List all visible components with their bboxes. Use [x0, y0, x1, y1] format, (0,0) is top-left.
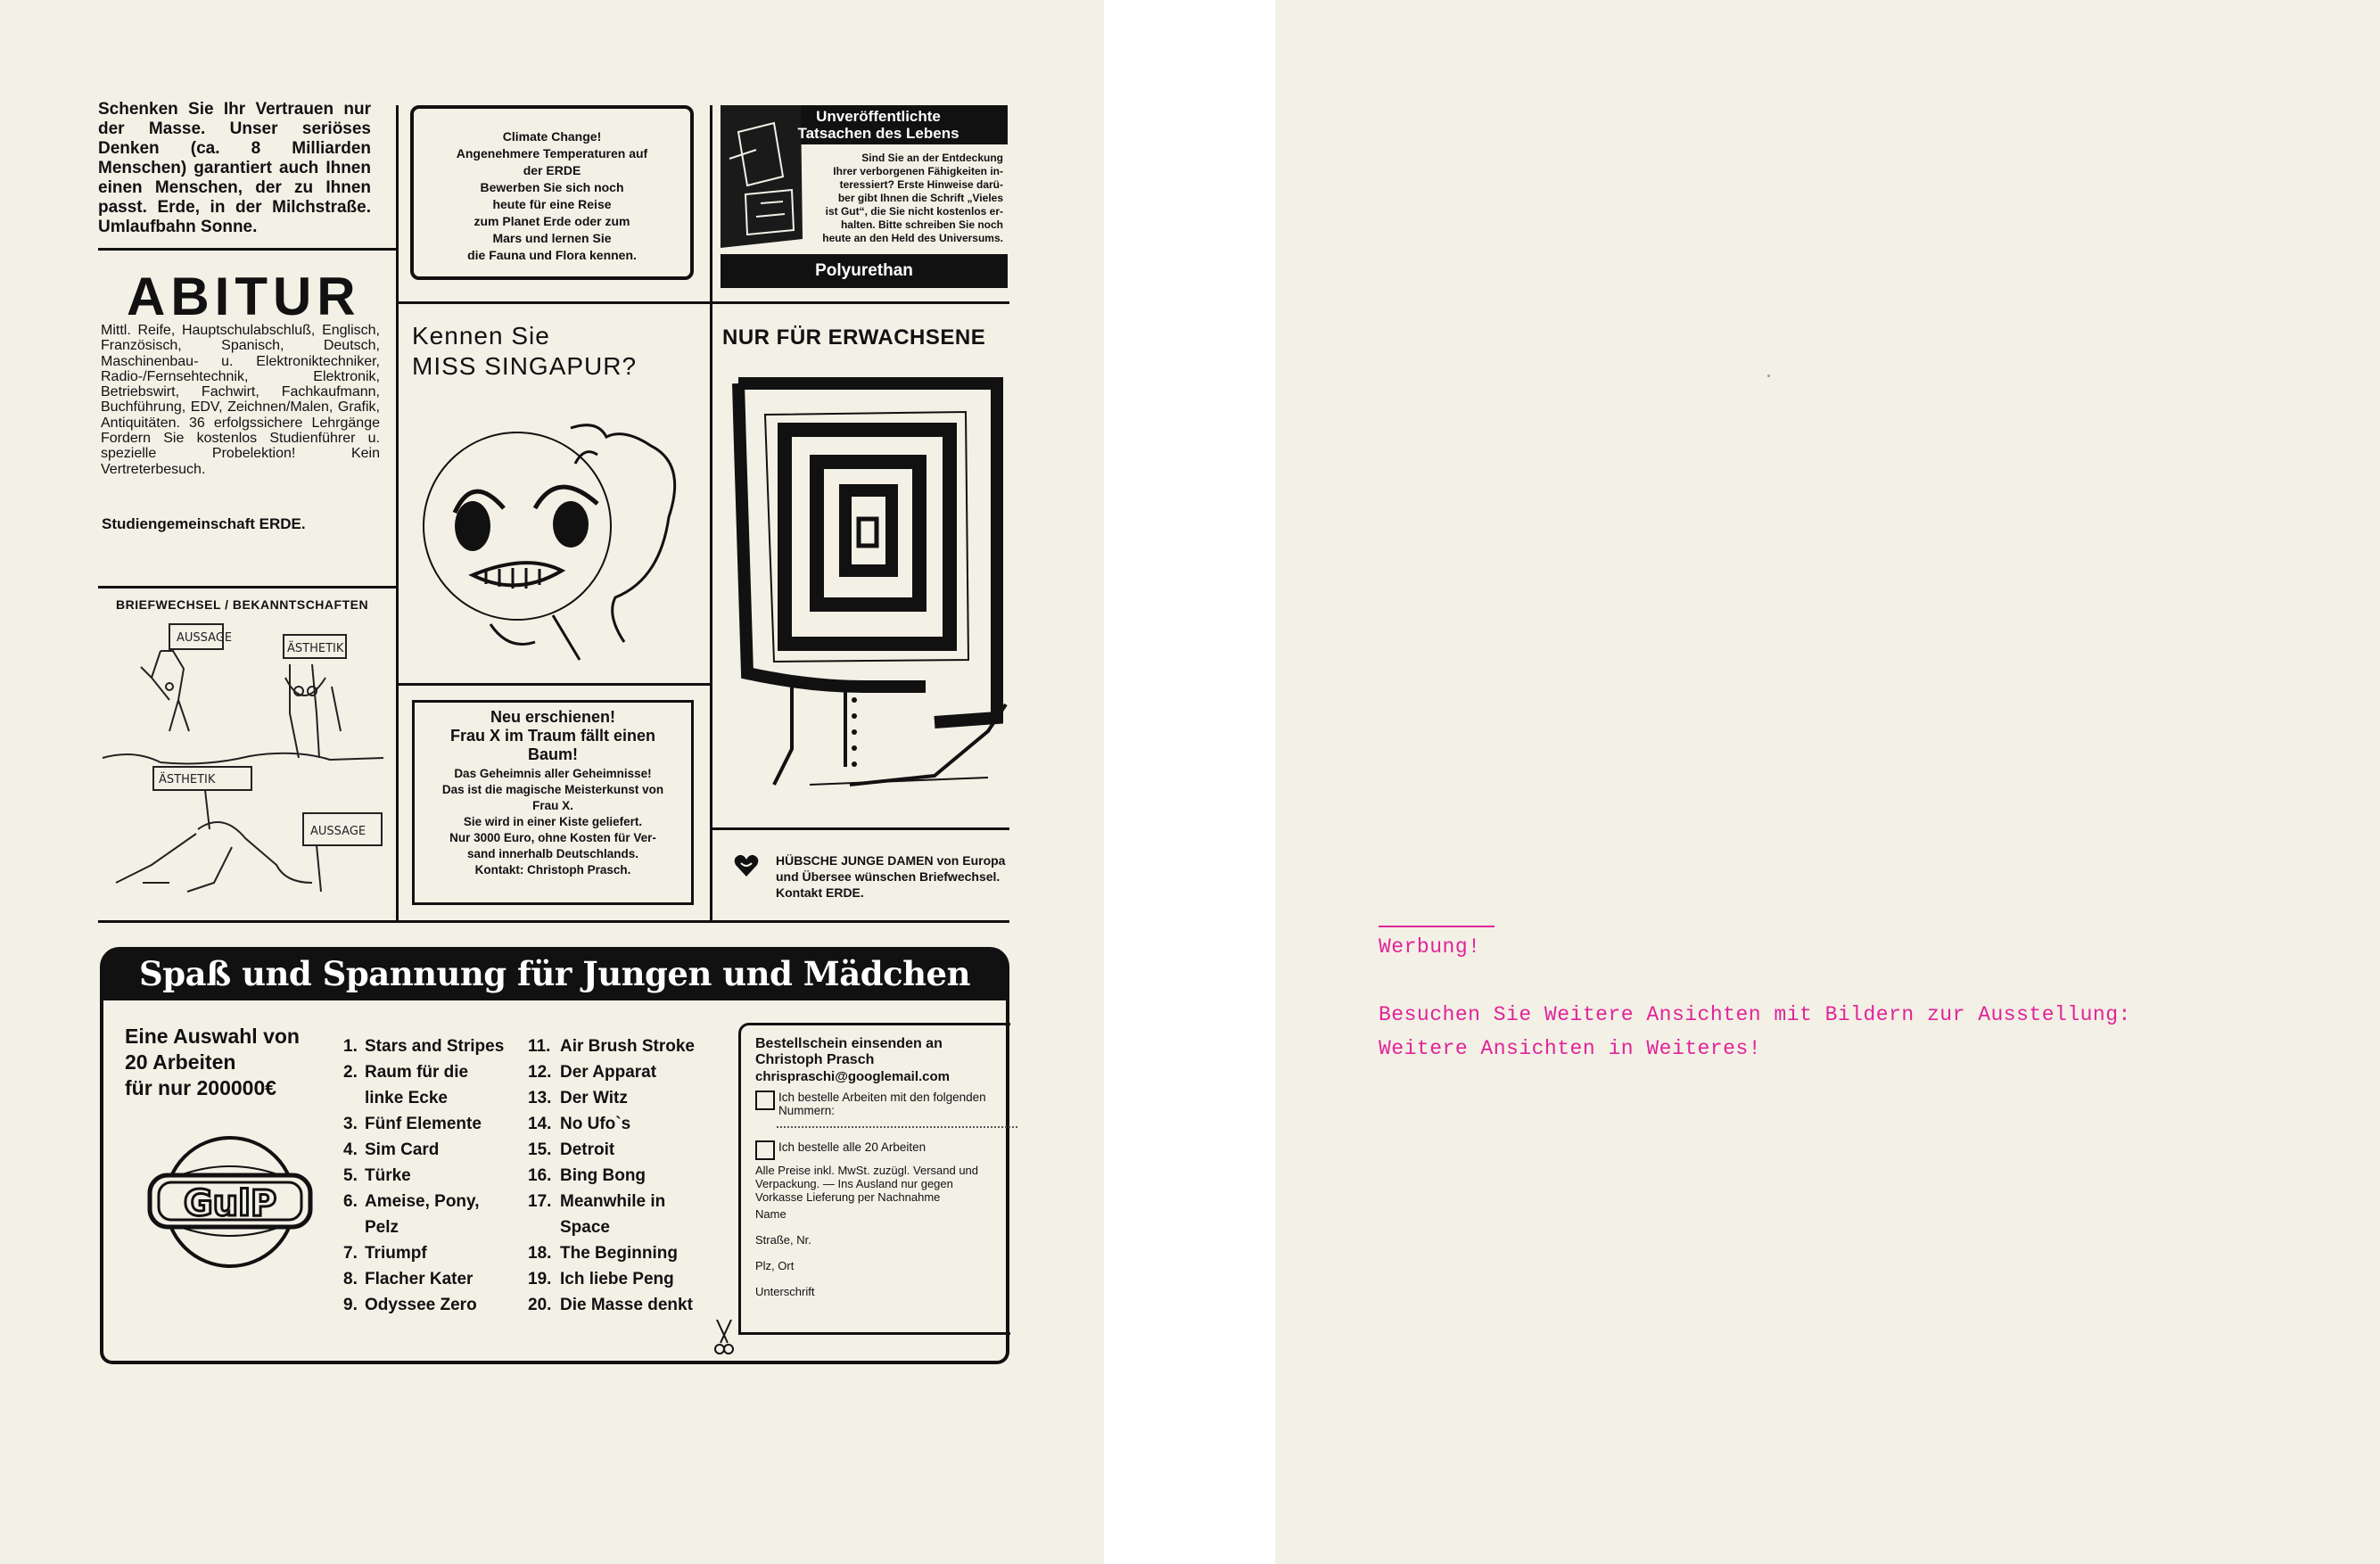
miss-singapur-drawing [419, 410, 704, 678]
neu-body-line: Das ist die magische Meisterkunst von [441, 783, 664, 796]
column-divider-1 [396, 105, 399, 922]
sketch-label-4: AUSSAGE [310, 825, 366, 838]
climate-change-ad [410, 105, 694, 280]
work-item: 12. Der Apparat [528, 1063, 657, 1082]
work-item: 20. Die Masse denkt [528, 1296, 693, 1314]
spiral-square-drawing [721, 366, 1010, 825]
order-email: chrispraschi@googlemail.com [755, 1069, 951, 1084]
work-item: 17. Meanwhile in [528, 1192, 666, 1211]
field-name[interactable]: Name [755, 1207, 786, 1221]
unv-body-line: Sind Sie an der Entdeckung [861, 152, 1003, 164]
unveroeffentlichte-title [776, 108, 981, 142]
field-street[interactable]: Straße, Nr. [755, 1233, 811, 1247]
sketch-label-1: AUSSAGE [177, 631, 233, 645]
work-item: 3. Fünf Elemente [343, 1115, 482, 1133]
work-item: 15. Detroit [528, 1140, 615, 1159]
order-option-selected-works[interactable] [755, 1091, 1010, 1117]
work-item: Space [560, 1218, 610, 1237]
order-head-line-1: Bestellschein einsenden an [755, 1036, 943, 1051]
visit-line-1[interactable]: Besuchen Sie Weitere Ansichten mit Bildern zur Ausstellung: [1379, 1003, 2131, 1026]
paper-speck [1767, 375, 1770, 377]
climate-line: die Fauna und Flora kennen. [467, 248, 637, 262]
neu-erschienen-ad [412, 700, 694, 905]
polyurethan-bar: Polyurethan [721, 254, 1008, 288]
unveroeffentlichte-body [803, 152, 1003, 245]
work-item: 8. Flacher Kater [343, 1270, 474, 1288]
miss-title-line-2: MISS SINGAPUR? [412, 352, 638, 380]
neu-body [415, 766, 691, 878]
climate-line: der ERDE [523, 163, 581, 177]
offer-line: für nur 200000€ [125, 1076, 277, 1099]
climate-line: heute für eine Reise [492, 197, 612, 211]
bottom-rule [98, 920, 1009, 923]
unv-body-line: ist Gut“, die Sie nicht kostenlos er- [825, 205, 1003, 218]
unv-title-line: Tatsachen des Lebens [797, 125, 959, 142]
spass-spannung-banner: Spaß und Spannung für Jungen und Mädchen [100, 947, 1009, 1000]
order-head-line-2: Christoph Prasch [755, 1052, 875, 1067]
neu-body-line: Frau X. [532, 799, 573, 812]
neu-head-line: Neu erschienen! [490, 708, 616, 726]
checkbox-all-works-label: Ich bestelle alle 20 Arbeiten [778, 1140, 926, 1154]
order-head [755, 1036, 1010, 1068]
neu-head [415, 708, 691, 764]
abitur-body: Mittl. Reife, Hauptschulabschluß, Englisch, Französisch, Spanisch, Deutsch, Maschinenbau- u. Elektroniktechniker, Radio-/Fernsehtechnik, Elektronik, Betriebswirt, Fachwirt, Fachkaufmann, Buchführung, EDV, Zeichnen/Malen, Grafik, Antiquitäten. 36 erfolgssichere Lehrgänge Fordern Sie kostenlos Studienführer u. spezielle Probelektion! Kein Vertreterbesuch. [101, 323, 380, 477]
work-item: 19. Ich liebe Peng [528, 1270, 674, 1288]
offer-line: Eine Auswahl von [125, 1025, 300, 1048]
order-terms: Alle Preise inkl. MwSt. zuzügl. Versand und Verpackung. — Ins Ausland nur gegen Vorkasse Lieferung per Nachnahme [755, 1164, 979, 1204]
works-list-b [528, 1033, 706, 1318]
work-item: 14. No Ufo`s [528, 1115, 631, 1133]
work-item: 11. Air Brush Stroke [528, 1037, 695, 1056]
neu-body-line: Nur 3000 Euro, ohne Kosten für Ver- [449, 831, 656, 844]
neu-head-line: Baum! [527, 745, 578, 763]
section-divider-unv [712, 301, 1009, 304]
unv-body-line: halten. Bitte schreiben Sie noch [840, 218, 1003, 231]
briefwechsel-sketch [98, 615, 392, 910]
work-item: 2. Raum für die [343, 1063, 469, 1082]
unv-title-line: Unveröffentlichte [816, 108, 941, 125]
abitur-signature: Studiengemeinschaft ERDE. [102, 515, 306, 532]
climate-line: zum Planet Erde oder zum [474, 214, 630, 228]
gulp-logo [141, 1131, 319, 1273]
work-item: 18. The Beginning [528, 1244, 678, 1263]
neu-body-line: sand innerhalb Deutschlands. [466, 847, 639, 860]
unv-body-line: teressiert? Erste Hinweise darü- [839, 178, 1003, 191]
work-item: 16. Bing Bong [528, 1166, 646, 1185]
selection-offer [125, 1024, 348, 1101]
work-item: 7. Triumpf [343, 1244, 427, 1263]
right-page [1275, 0, 2380, 1564]
miss-title-line-1: Kennen Sie [412, 322, 550, 350]
climate-line: Climate Change! [502, 129, 602, 144]
work-item: 1. Stars and Stripes [343, 1037, 505, 1056]
miss-singapur-title [412, 321, 637, 382]
gulp-logo-text: GulP [183, 1183, 277, 1224]
checkbox-selected-works[interactable] [755, 1091, 775, 1110]
intro-ad-text: Schenken Sie Ihr Vertrauen nur der Masse. Unser seriöses Denken (ca. 8 Milliarden Menschen) garantiert auch Ihnen einen Menschen, der zu Ihnen passt. Erde, in der Milchstraße. Umlaufbahn Sonne. [98, 100, 371, 236]
neu-head-line: Frau X im Traum fällt einen [449, 727, 656, 745]
heart-icon [733, 852, 760, 879]
section-divider-damen [712, 827, 1009, 830]
neu-body-line: Das Geheimnis aller Geheimnisse! [454, 767, 652, 780]
field-signature[interactable]: Unterschrift [755, 1285, 815, 1298]
work-item: 13. Der Witz [528, 1089, 628, 1107]
section-divider-brief [98, 586, 396, 589]
scissors-icon [713, 1318, 735, 1357]
left-page [0, 0, 1104, 1564]
column-divider-2 [710, 105, 712, 922]
sketch-label-2: ÄSTHETIK [287, 642, 344, 655]
briefwechsel-title: BRIEFWECHSEL / BEKANNTSCHAFTEN [116, 597, 369, 612]
order-numbers-line[interactable] [777, 1117, 1017, 1128]
damen-ad-text: HÜBSCHE JUNGE DAMEN von Europa und Übersee wünschen Briefwechsel. Kontakt ERDE. [776, 853, 1006, 900]
works-list-a [343, 1033, 522, 1318]
unv-body-line: ber gibt Ihnen die Schrift „Vieles [837, 192, 1003, 204]
work-item: 5. Türke [343, 1166, 411, 1185]
section-divider-abitur [98, 248, 396, 251]
neu-body-line: Sie wird in einer Kiste geliefert. [463, 815, 643, 828]
unv-body-line: heute an den Held des Universums. [822, 232, 1003, 244]
work-item: linke Ecke [365, 1089, 448, 1107]
checkbox-selected-works-label: Ich bestelle Arbeiten mit den folgenden Nummern: [778, 1091, 986, 1117]
work-item: Pelz [365, 1218, 399, 1237]
neu-body-line: Kontakt: Christoph Prasch. [474, 863, 631, 877]
section-divider-neu [398, 683, 710, 686]
climate-line: Bewerben Sie sich noch [480, 180, 624, 194]
section-divider-climate [398, 301, 710, 304]
unv-body-line: Ihrer verborgenen Fähigkeiten in- [833, 165, 1003, 177]
work-item: 6. Ameise, Pony, [343, 1192, 480, 1211]
visit-line-2[interactable]: Weitere Ansichten in Weiteres! [1379, 1037, 1762, 1060]
work-item: 4. Sim Card [343, 1140, 440, 1159]
werbung-rule [1379, 926, 1495, 927]
nur-fuer-erwachsene-title: NUR FÜR ERWACHSENE [722, 325, 986, 350]
werbung-heading: Werbung! [1379, 935, 1481, 959]
field-city[interactable]: Plz, Ort [755, 1259, 795, 1272]
climate-line: Angenehmere Temperaturen auf [456, 146, 648, 161]
work-item: 9. Odyssee Zero [343, 1296, 477, 1314]
order-option-all-works[interactable] [755, 1140, 1010, 1160]
climate-line: Mars und lernen Sie [492, 231, 612, 245]
abitur-title: ABITUR [127, 267, 361, 326]
offer-line: 20 Arbeiten [125, 1050, 236, 1074]
order-form [738, 1023, 1010, 1335]
sketch-label-3: ÄSTHETIK [159, 773, 216, 786]
checkbox-all-works[interactable] [755, 1140, 775, 1160]
